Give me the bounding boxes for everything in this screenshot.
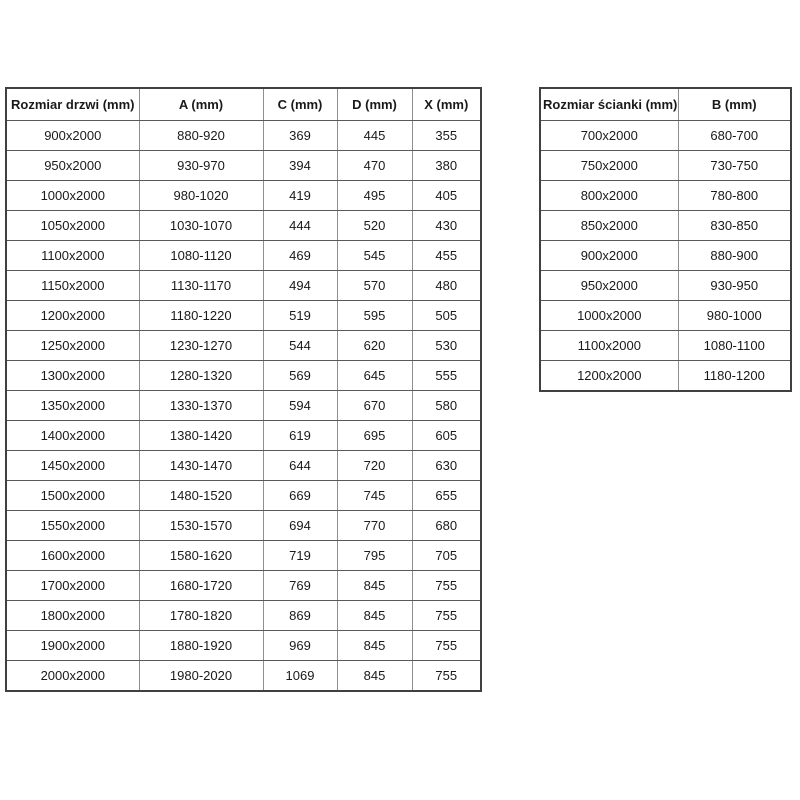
table-cell: 705 bbox=[412, 541, 481, 571]
table-row bbox=[6, 121, 481, 151]
table-row bbox=[6, 631, 481, 661]
table-cell: 1200x2000 bbox=[540, 361, 678, 392]
table-cell: 530 bbox=[412, 331, 481, 361]
table-row bbox=[540, 181, 791, 211]
wall-sizes-table bbox=[539, 87, 792, 392]
table-cell: 780-800 bbox=[678, 181, 791, 211]
table-cell: 770 bbox=[337, 511, 412, 541]
table-cell: 695 bbox=[337, 421, 412, 451]
table-cell: 655 bbox=[412, 481, 481, 511]
table-row bbox=[6, 511, 481, 541]
table-cell: 950x2000 bbox=[6, 151, 139, 181]
table-cell: 1180-1220 bbox=[139, 301, 263, 331]
table-cell: 950x2000 bbox=[540, 271, 678, 301]
table-cell: 700x2000 bbox=[540, 121, 678, 151]
table-cell: 494 bbox=[263, 271, 337, 301]
table-cell: 1480-1520 bbox=[139, 481, 263, 511]
table-cell: 669 bbox=[263, 481, 337, 511]
table-row bbox=[540, 331, 791, 361]
table-cell: 1780-1820 bbox=[139, 601, 263, 631]
table-row bbox=[6, 361, 481, 391]
table-cell: 1069 bbox=[263, 661, 337, 692]
table-cell: 380 bbox=[412, 151, 481, 181]
table-cell: 745 bbox=[337, 481, 412, 511]
table-cell: 930-970 bbox=[139, 151, 263, 181]
table-cell: 645 bbox=[337, 361, 412, 391]
dim-d-column-header: D (mm) bbox=[337, 88, 412, 121]
table-cell: 1400x2000 bbox=[6, 421, 139, 451]
table-row bbox=[6, 181, 481, 211]
door-table-header-row bbox=[6, 88, 481, 121]
table-row bbox=[6, 391, 481, 421]
table-row bbox=[6, 451, 481, 481]
table-cell: 1030-1070 bbox=[139, 211, 263, 241]
table-row bbox=[6, 541, 481, 571]
wall-size-column-header: Rozmiar ścianki (mm) bbox=[540, 88, 678, 121]
table-cell: 1100x2000 bbox=[6, 241, 139, 271]
table-cell: 1230-1270 bbox=[139, 331, 263, 361]
table-row bbox=[6, 331, 481, 361]
table-cell: 605 bbox=[412, 421, 481, 451]
table-cell: 795 bbox=[337, 541, 412, 571]
table-cell: 1580-1620 bbox=[139, 541, 263, 571]
table-row bbox=[540, 151, 791, 181]
table-cell: 980-1020 bbox=[139, 181, 263, 211]
table-cell: 644 bbox=[263, 451, 337, 481]
table-cell: 845 bbox=[337, 661, 412, 692]
table-cell: 869 bbox=[263, 601, 337, 631]
table-cell: 1600x2000 bbox=[6, 541, 139, 571]
table-cell: 1350x2000 bbox=[6, 391, 139, 421]
dim-b-column-header: B (mm) bbox=[678, 88, 791, 121]
table-cell: 1200x2000 bbox=[6, 301, 139, 331]
table-cell: 980-1000 bbox=[678, 301, 791, 331]
table-cell: 1000x2000 bbox=[540, 301, 678, 331]
table-cell: 369 bbox=[263, 121, 337, 151]
table-cell: 469 bbox=[263, 241, 337, 271]
table-cell: 845 bbox=[337, 601, 412, 631]
door-table-body bbox=[6, 121, 481, 692]
table-cell: 1050x2000 bbox=[6, 211, 139, 241]
table-cell: 505 bbox=[412, 301, 481, 331]
table-cell: 719 bbox=[263, 541, 337, 571]
table-cell: 1080-1120 bbox=[139, 241, 263, 271]
table-cell: 1800x2000 bbox=[6, 601, 139, 631]
table-cell: 680 bbox=[412, 511, 481, 541]
table-cell: 620 bbox=[337, 331, 412, 361]
table-cell: 444 bbox=[263, 211, 337, 241]
table-cell: 1180-1200 bbox=[678, 361, 791, 392]
table-row bbox=[6, 571, 481, 601]
dim-x-column-header: X (mm) bbox=[412, 88, 481, 121]
table-row bbox=[540, 301, 791, 331]
table-cell: 544 bbox=[263, 331, 337, 361]
table-cell: 405 bbox=[412, 181, 481, 211]
table-cell: 2000x2000 bbox=[6, 661, 139, 692]
door-sizes-table bbox=[5, 87, 482, 692]
table-cell: 845 bbox=[337, 631, 412, 661]
table-cell: 419 bbox=[263, 181, 337, 211]
table-cell: 595 bbox=[337, 301, 412, 331]
dim-c-column-header: C (mm) bbox=[263, 88, 337, 121]
table-cell: 545 bbox=[337, 241, 412, 271]
table-cell: 720 bbox=[337, 451, 412, 481]
table-cell: 1380-1420 bbox=[139, 421, 263, 451]
table-row bbox=[6, 601, 481, 631]
table-cell: 969 bbox=[263, 631, 337, 661]
table-cell: 594 bbox=[263, 391, 337, 421]
table-cell: 769 bbox=[263, 571, 337, 601]
table-row bbox=[6, 421, 481, 451]
table-cell: 570 bbox=[337, 271, 412, 301]
table-cell: 1450x2000 bbox=[6, 451, 139, 481]
table-cell: 900x2000 bbox=[6, 121, 139, 151]
table-row bbox=[6, 151, 481, 181]
table-cell: 880-920 bbox=[139, 121, 263, 151]
table-cell: 519 bbox=[263, 301, 337, 331]
table-row bbox=[540, 211, 791, 241]
table-cell: 1300x2000 bbox=[6, 361, 139, 391]
table-cell: 750x2000 bbox=[540, 151, 678, 181]
table-cell: 845 bbox=[337, 571, 412, 601]
table-cell: 1000x2000 bbox=[6, 181, 139, 211]
table-cell: 1100x2000 bbox=[540, 331, 678, 361]
table-cell: 495 bbox=[337, 181, 412, 211]
table-cell: 1980-2020 bbox=[139, 661, 263, 692]
table-cell: 1330-1370 bbox=[139, 391, 263, 421]
table-row bbox=[6, 211, 481, 241]
table-cell: 670 bbox=[337, 391, 412, 421]
table-cell: 1680-1720 bbox=[139, 571, 263, 601]
table-cell: 755 bbox=[412, 601, 481, 631]
table-cell: 1130-1170 bbox=[139, 271, 263, 301]
table-cell: 470 bbox=[337, 151, 412, 181]
table-cell: 580 bbox=[412, 391, 481, 421]
table-cell: 1530-1570 bbox=[139, 511, 263, 541]
table-cell: 880-900 bbox=[678, 241, 791, 271]
table-cell: 1500x2000 bbox=[6, 481, 139, 511]
table-cell: 1900x2000 bbox=[6, 631, 139, 661]
table-cell: 394 bbox=[263, 151, 337, 181]
table-cell: 930-950 bbox=[678, 271, 791, 301]
table-row bbox=[6, 661, 481, 692]
table-cell: 830-850 bbox=[678, 211, 791, 241]
table-cell: 730-750 bbox=[678, 151, 791, 181]
table-cell: 755 bbox=[412, 661, 481, 692]
table-cell: 569 bbox=[263, 361, 337, 391]
table-cell: 1880-1920 bbox=[139, 631, 263, 661]
table-cell: 694 bbox=[263, 511, 337, 541]
table-cell: 1550x2000 bbox=[6, 511, 139, 541]
table-cell: 680-700 bbox=[678, 121, 791, 151]
table-cell: 430 bbox=[412, 211, 481, 241]
dim-a-column-header: A (mm) bbox=[139, 88, 263, 121]
table-cell: 1430-1470 bbox=[139, 451, 263, 481]
table-cell: 630 bbox=[412, 451, 481, 481]
table-cell: 1080-1100 bbox=[678, 331, 791, 361]
table-cell: 355 bbox=[412, 121, 481, 151]
table-row bbox=[6, 481, 481, 511]
table-row bbox=[540, 361, 791, 392]
table-cell: 455 bbox=[412, 241, 481, 271]
table-cell: 619 bbox=[263, 421, 337, 451]
table-row bbox=[6, 271, 481, 301]
table-cell: 755 bbox=[412, 631, 481, 661]
table-cell: 850x2000 bbox=[540, 211, 678, 241]
table-cell: 445 bbox=[337, 121, 412, 151]
table-row bbox=[6, 241, 481, 271]
table-cell: 520 bbox=[337, 211, 412, 241]
table-row bbox=[6, 301, 481, 331]
table-cell: 555 bbox=[412, 361, 481, 391]
table-cell: 900x2000 bbox=[540, 241, 678, 271]
table-cell: 755 bbox=[412, 571, 481, 601]
table-cell: 1250x2000 bbox=[6, 331, 139, 361]
table-cell: 1150x2000 bbox=[6, 271, 139, 301]
table-cell: 1280-1320 bbox=[139, 361, 263, 391]
wall-table-body bbox=[540, 121, 791, 392]
table-row bbox=[540, 271, 791, 301]
table-row bbox=[540, 121, 791, 151]
table-row bbox=[540, 241, 791, 271]
table-cell: 800x2000 bbox=[540, 181, 678, 211]
table-cell: 480 bbox=[412, 271, 481, 301]
table-cell: 1700x2000 bbox=[6, 571, 139, 601]
wall-table-header-row bbox=[540, 88, 791, 121]
door-size-column-header: Rozmiar drzwi (mm) bbox=[6, 88, 139, 121]
